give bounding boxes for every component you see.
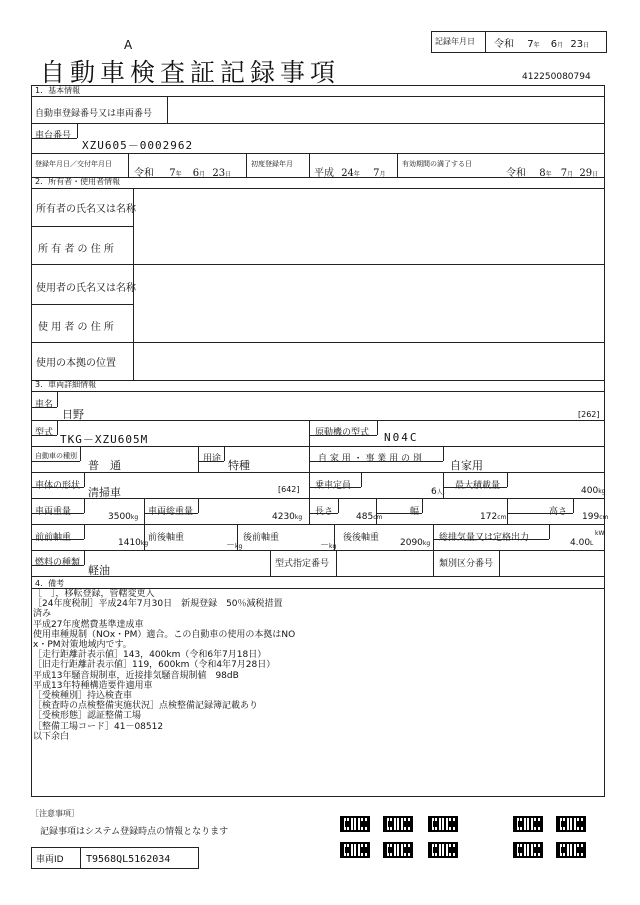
owner-address-label: 所 有 者 の 住 所 (38, 244, 114, 255)
body-shape-value: 清掃車 (88, 486, 121, 499)
length-label: 長さ (315, 507, 334, 517)
qr-code-icon (340, 816, 370, 832)
section-vehicle-header: 3．車両詳細情報 (31, 380, 605, 392)
qr-code-icon (428, 842, 458, 858)
record-date: 令和 7年 6月 23日 (494, 39, 590, 50)
rear-rear-axle-label: 後後軸重 (343, 533, 380, 543)
user-address-label: 使 用 者 の 住 所 (38, 322, 114, 333)
qr-code-icon (428, 816, 458, 832)
vehicle-kind-value: 普 通 (88, 459, 121, 472)
width-label: 幅 (410, 507, 420, 517)
gross-weight-label: 車両総重量 (148, 507, 194, 517)
front-rear-axle-value: －kg (226, 541, 243, 551)
chassis-number: XZU605－0002962 (82, 139, 194, 152)
fuel-type-label: 燃料の種類 (35, 558, 81, 568)
rear-rear-axle-value: 2090kg (400, 538, 431, 548)
vehicle-id-label: 車両ID (36, 855, 64, 865)
notice-title: ［注意事項］ (31, 809, 79, 818)
model-value: TKG－XZU605M (60, 433, 149, 446)
remarks-line: ［走行距離計表示値］143，400km（令和6年7月18日） (33, 650, 267, 661)
remarks-line: ［検査時の点検整備実施状況］点検整備記録簿記載あり (33, 701, 259, 712)
form-mark: A (124, 38, 133, 52)
qr-code-icon (340, 842, 370, 858)
owner-name-label: 所有者の氏名又は名称 (36, 204, 136, 215)
classification-label: 類別区分番号 (439, 559, 494, 569)
rear-front-axle-value: －kg (320, 541, 337, 551)
remarks-line: ［24年度税制］平成24年7月30日 新規登録 50％減税措置 (33, 599, 283, 610)
remarks-line: 平成27年度燃費基準達成車 (33, 619, 144, 630)
displacement-value: 4.00L (570, 538, 594, 548)
maker-value: 日野 (62, 408, 84, 421)
fuel-type-value: 軽油 (88, 564, 110, 577)
max-load-value: 400kg (581, 486, 606, 496)
front-front-axle-label: 前前軸重 (35, 533, 72, 543)
section-owner-header: 2．所有者・使用者情報 (31, 177, 605, 189)
section-basic-header: 1．基本情報 (31, 86, 605, 97)
remarks-line: 平成13年騒音規制車，近接排気騒音規制値 98dB (33, 670, 239, 681)
usage-value: 特種 (228, 459, 250, 472)
vehicle-weight-label: 車両重量 (35, 507, 72, 517)
registration-date-label: 登録年月日／交付年月日 (35, 160, 112, 168)
document-number: 412250080794 (522, 72, 591, 82)
registration-date: 令和 7年 6月 23日 (134, 168, 232, 179)
gross-weight-value: 4230kg (272, 512, 303, 522)
private-business-label: 自 家 用 ・ 事 業 用 の 別 (318, 454, 422, 464)
section-remarks-header: 4．備考 (35, 579, 65, 588)
maker-code: [262] (578, 410, 600, 419)
notice-text: 記録事項はシステム登録時点の情報となります (40, 827, 229, 837)
chassis-number-label: 車台番号 (35, 131, 72, 141)
remarks-line: 以下余白 (33, 731, 70, 742)
qr-code-icon (513, 842, 543, 858)
qr-code-icon (383, 842, 413, 858)
displacement-kw-unit: kW (595, 530, 605, 537)
qr-code-icon (556, 816, 586, 832)
vehicle-kind-label: 自動車の種別 (35, 452, 77, 460)
usage-label: 用途 (203, 454, 222, 464)
qr-code-icon (513, 816, 543, 832)
remarks-line: ［受検種別］持込検査車 (33, 691, 133, 702)
first-registration-label: 初度登録年月 (251, 160, 293, 168)
qr-code-icon (556, 842, 586, 858)
remarks-line: ［旧走行距離計表示値］119，600km（令和4年7月28日） (33, 660, 276, 671)
base-location-label: 使用の本拠の位置 (36, 358, 116, 369)
height-label: 高さ (549, 507, 568, 517)
rear-front-axle-label: 後前軸重 (243, 533, 280, 543)
front-front-axle-value: 1410kg (118, 538, 149, 548)
maker-label: 車名 (35, 400, 54, 410)
page-title: 自動車検査証記録事項 (40, 58, 341, 87)
engine-label: 原動機の型式 (315, 428, 370, 438)
expiry-date: 令和 8年 7月 29日 (506, 168, 599, 179)
expiry-date-label: 有効期間の満了する日 (402, 160, 472, 168)
displacement-label: 総排気量又は定格出力 (439, 533, 530, 543)
capacity-label: 乗車定員 (315, 481, 352, 491)
remarks-line: ［整備工場コード］41－08512 (33, 721, 164, 732)
remarks-line: x・PM対策地域内です。 (33, 640, 132, 651)
vehicle-weight-value: 3500kg (108, 512, 139, 522)
body-shape-code: [642] (278, 485, 300, 494)
remarks-text (33, 589, 295, 742)
height-value: 199cm (582, 512, 609, 522)
front-rear-axle-label: 前後軸重 (148, 533, 185, 543)
user-name-label: 使用者の氏名又は名称 (36, 283, 136, 294)
private-business-value: 自家用 (450, 459, 483, 472)
type-designation-label: 型式指定番号 (275, 559, 330, 569)
remarks-line: 使用車種規制（NOx・PM）適合。この自動車の使用の本拠はNO (33, 629, 296, 640)
record-date-label: 記録年月日 (435, 37, 475, 46)
remarks-line: 平成13年特種構造要件適用車 (33, 680, 153, 691)
max-load-label: 最大積載量 (455, 481, 501, 491)
vehicle-id-value: T9568QL5162034 (86, 854, 171, 865)
model-label: 型式 (35, 428, 54, 438)
registration-number-label: 自動車登録番号又は車両番号 (35, 109, 153, 119)
capacity-value: 6人 (431, 487, 443, 497)
engine-value: N04C (384, 431, 419, 444)
first-registration-date: 平成 24年 7月 (314, 168, 386, 179)
remarks-line: 済み (33, 609, 52, 620)
width-value: 172cm (480, 512, 507, 522)
body-shape-label: 車体の形状 (35, 481, 81, 491)
remarks-line: ［ ］，移転登録，管轄変更入 (33, 589, 155, 599)
remarks-line: ［受検形態］認証整備工場 (33, 711, 142, 722)
qr-code-icon (383, 816, 413, 832)
length-value: 485cm (356, 512, 383, 522)
